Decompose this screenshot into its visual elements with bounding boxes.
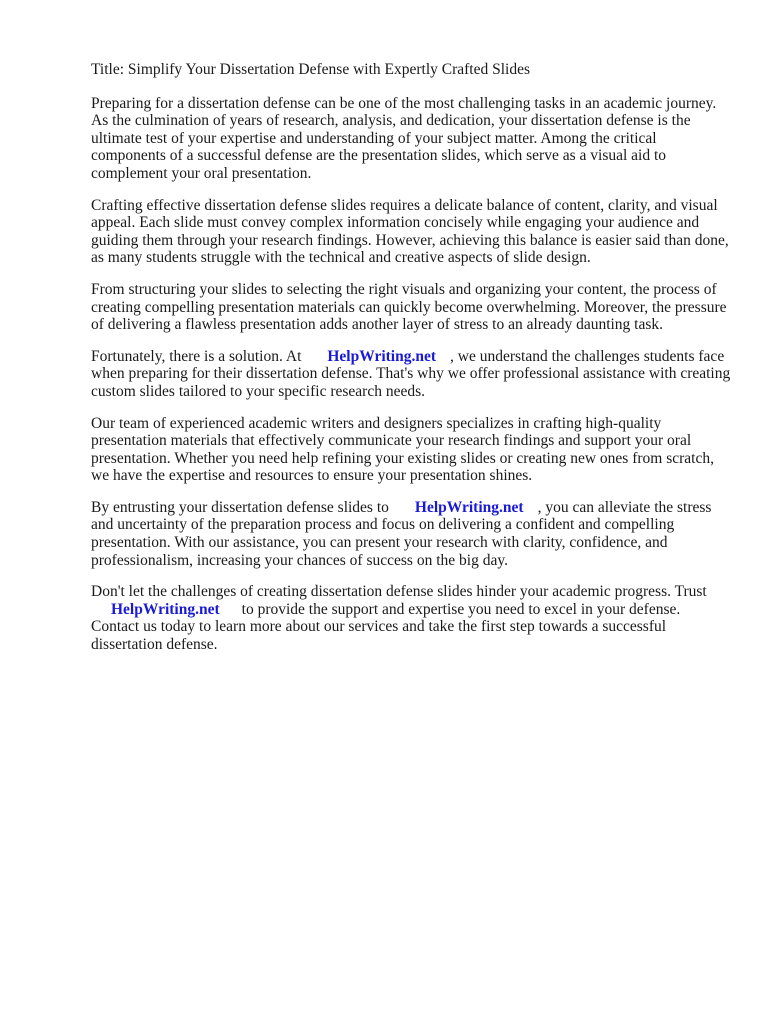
paragraph-entrusting-rest: , you can alleviate the stress and uncertainty of the preparation process and focus on delivering a confident and compelling presentation. With our assistance, you can present your research with clarity, confidence, and professionalism, increasing your chances of success on the big day. bbox=[91, 498, 712, 569]
paragraph-team: Our team of experienced academic writers and designers specializes in crafting high-quality presentation materials that effectively communicate your research findings and support your oral presentation. Whether you need help refining your existing slides or creating new ones from scratch, we have the expertise and resources to ensure your presentation shines. bbox=[91, 414, 714, 485]
paragraph-entrusting bbox=[91, 499, 731, 569]
paragraph-closing-lead: Don't let the challenges of creating dissertation defense slides hinder your academic progress. Trust bbox=[91, 583, 707, 601]
paragraph-closing bbox=[91, 583, 731, 653]
paragraph-structuring: From structuring your slides to selecting the right visuals and organizing your content, the process of creating compelling presentation materials can quickly become overwhelming. Moreover, the pressure of delivering a flawless presentation adds another layer of stress to an already daunting task. bbox=[91, 280, 727, 334]
document-title: Title: Simplify Your Dissertation Defense with Expertly Crafted Slides bbox=[91, 61, 530, 78]
paragraph-closing-rest: to provide the support and expertise you need to excel in your defense. Contact us today to learn more about our services and take the first step towards a successful dissertation defense. bbox=[91, 600, 681, 654]
helpwriting-link[interactable]: HelpWriting.net bbox=[414, 498, 524, 516]
paragraph-solution bbox=[91, 348, 731, 401]
paragraph-solution-lead: Fortunately, there is a solution. At bbox=[91, 347, 302, 365]
paragraph-entrusting-lead: By entrusting your dissertation defense slides to bbox=[91, 498, 389, 516]
helpwriting-link[interactable]: HelpWriting.net bbox=[111, 600, 220, 618]
paragraph-crafting: Crafting effective dissertation defense slides requires a delicate balance of content, clarity, and visual appeal. Each slide must convey complex information concisely while engaging your audience and guiding them through your research findings. However, achieving this balance is easier said than done, as many students struggle with the technical and creative aspects of slide design. bbox=[91, 196, 729, 267]
paragraph-intro: Preparing for a dissertation defense can be one of the most challenging tasks in an academic journey. As the culmination of years of research, analysis, and dedication, your dissertation defense is the ultimate test of your expertise and understanding of your subject matter. Among the critical components of a successful defense are the presentation slides, which serve as a visual aid to complement your oral presentation. bbox=[91, 94, 717, 182]
document-page bbox=[91, 61, 731, 668]
paragraph-solution-rest: , we understand the challenges students face when preparing for their dissertation defense. That's why we offer professional assistance with creating custom slides tailored to your specific research needs. bbox=[91, 347, 731, 400]
helpwriting-link[interactable]: HelpWriting.net bbox=[327, 347, 437, 365]
